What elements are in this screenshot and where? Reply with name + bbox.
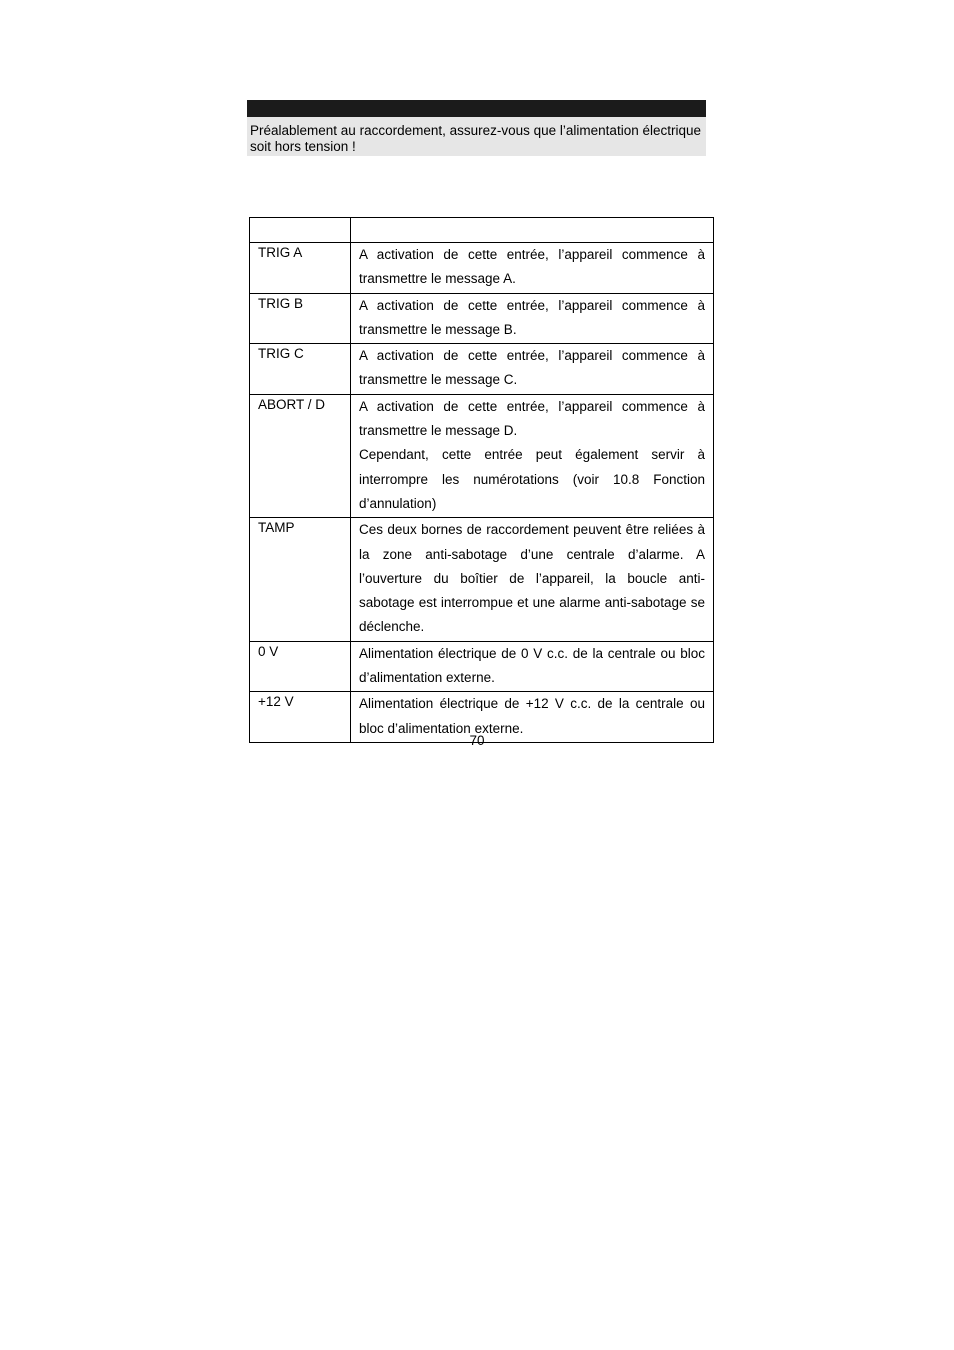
terminal-description — [351, 641, 714, 692]
terminal-label: +12 V — [250, 692, 351, 743]
description-paragraph: Alimentation électrique de 0 V c.c. de la centrale ou bloc d’alimentation externe. — [359, 645, 705, 686]
terminal-label: ABORT / D — [250, 394, 351, 517]
description-paragraph: A activation de cette entrée, l’appareil commence à transmettre le message D. — [359, 398, 705, 439]
terminal-label: TRIG A — [250, 243, 351, 294]
terminal-label: TAMP — [250, 518, 351, 641]
page-number: 70 — [469, 733, 485, 748]
warning-header-bar — [247, 100, 706, 117]
terminal-description — [351, 243, 714, 294]
table-header-row — [250, 218, 714, 243]
header-cell-terminal — [250, 218, 351, 243]
terminal-description — [351, 394, 714, 517]
warning-text: Préalablement au raccordement, assurez-vous que l’alimentation électrique soit hors tension ! — [250, 123, 701, 154]
table-row — [250, 293, 714, 344]
terminal-description — [351, 344, 714, 395]
table-row — [250, 394, 714, 517]
table-row — [250, 518, 714, 641]
terminal-label: 0 V — [250, 641, 351, 692]
table-row — [250, 243, 714, 294]
description-paragraph: Ces deux bornes de raccordement peuvent être reliées à la zone anti-sabotage d’une centrale d’alarme. A l’ouverture du boîtier de l’appareil, la boucle anti-sabotage est interrompue et une alarme anti-sabotage se déclenche. — [359, 522, 705, 635]
terminal-label: TRIG B — [250, 293, 351, 344]
description-paragraph: A activation de cette entrée, l’appareil commence à transmettre le message B. — [359, 297, 705, 337]
warning-box — [247, 117, 706, 156]
header-cell-description — [351, 218, 714, 243]
terminal-description — [351, 293, 714, 344]
description-paragraph: Alimentation électrique de +12 V c.c. de la centrale ou bloc d’alimentation externe. — [359, 696, 705, 736]
terminal-table — [249, 217, 714, 743]
description-paragraph: A activation de cette entrée, l’appareil commence à transmettre le message A. — [359, 247, 705, 287]
terminal-label: TRIG C — [250, 344, 351, 395]
description-paragraph: Cependant, cette entrée peut également servir à interrompre les numérotations (voir 10.8 Fonction d’annulation) — [359, 447, 705, 511]
terminal-description — [351, 518, 714, 641]
table-row — [250, 641, 714, 692]
description-paragraph: A activation de cette entrée, l’appareil commence à transmettre le message C. — [359, 348, 705, 388]
table-row — [250, 344, 714, 395]
